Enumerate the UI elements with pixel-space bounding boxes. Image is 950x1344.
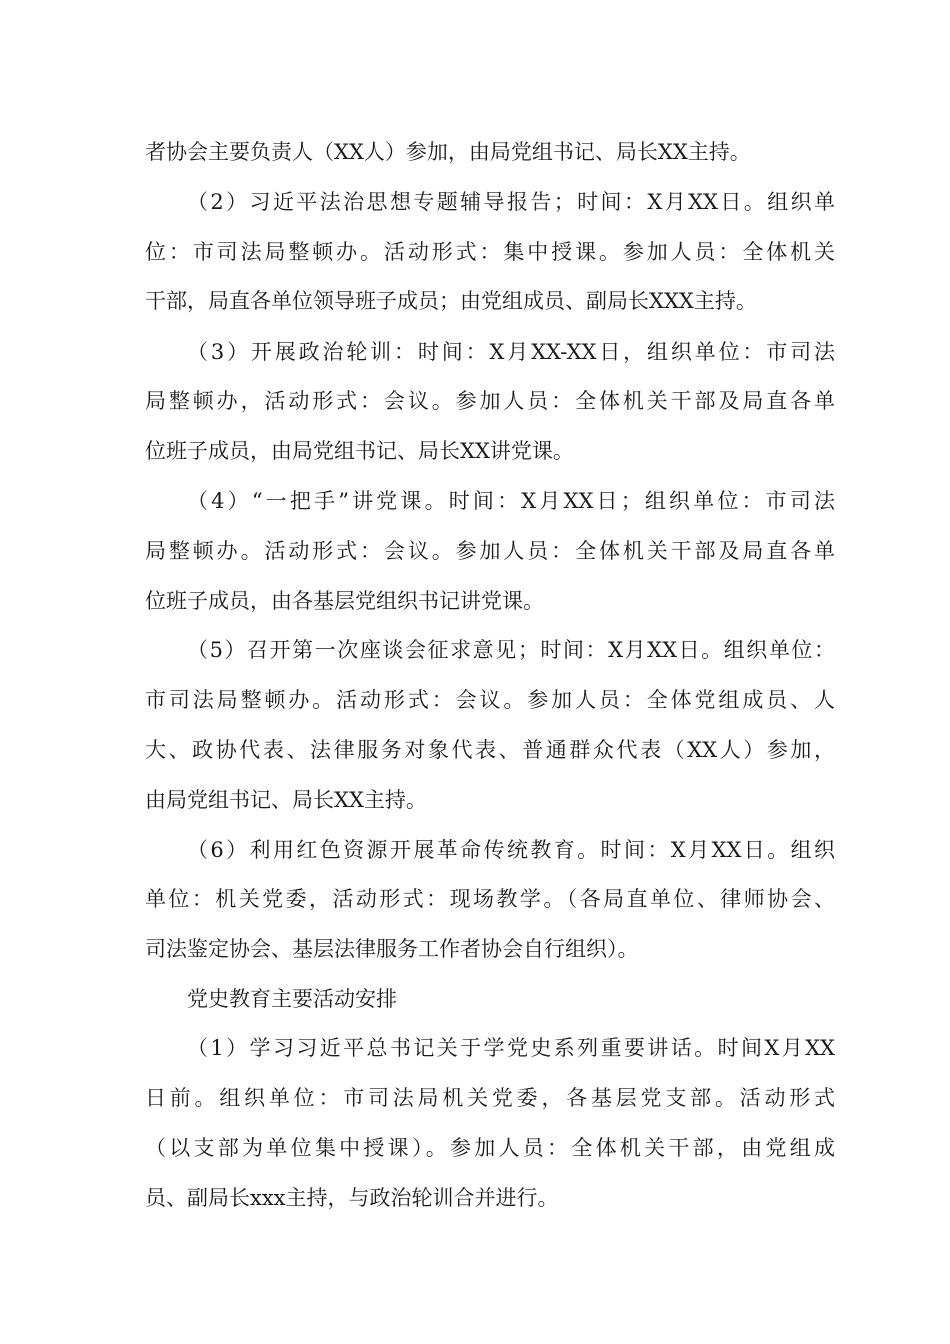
text-line: 者协会主要负责人（XX人）参加，由局党组书记、局长XX主持。: [145, 140, 751, 164]
text-line: 市司法局整顿办。活动形式：会议。参加人员：全体党组成员、人: [145, 688, 835, 712]
text-line: （3）开展政治轮训：时间：X月XX-XX日，组织单位：市司法: [187, 340, 835, 364]
text-line: （5）召开第一次座谈会征求意见；时间：X月XX日。组织单位：: [187, 638, 835, 662]
text-line: 位：市司法局整顿办。活动形式：集中授课。参加人员：全体机关: [145, 240, 835, 264]
text-line: 由局党组书记、局长XX主持。: [145, 788, 427, 812]
text-line: （以支部为单位集中授课）。参加人员：全体机关干部，由党组成: [145, 1136, 835, 1160]
text-line: 干部，局直各单位领导班子成员；由党组成员、副局长XXX主持。: [145, 289, 757, 313]
text-line: 局整顿办，活动形式：会议。参加人员：全体机关干部及局直各单: [145, 389, 835, 413]
text-line: （4）“一把手”讲党课。时间：X月XX日；组织单位：市司法: [187, 489, 835, 513]
text-line: 位班子成员，由局党组书记、局长XX讲党课。: [145, 439, 574, 463]
text-line: 大、政协代表、法律服务对象代表、普通群众代表（XX人）参加，: [145, 738, 835, 762]
text-line: （6）利用红色资源开展革命传统教育。时间：X月XX日。组织: [187, 838, 835, 862]
section-heading: 党史教育主要活动安排: [187, 987, 397, 1011]
text-line: 位班子成员，由各基层党组织书记讲党课。: [145, 589, 544, 613]
text-line: （2）习近平法治思想专题辅导报告；时间：X月XX日。组织单: [187, 190, 835, 214]
text-line: 单位：机关党委，活动形式：现场教学。（各局直单位、律师协会、: [145, 887, 835, 911]
text-line: 局整顿办。活动形式：会议。参加人员：全体机关干部及局直各单: [145, 539, 835, 563]
text-line: 日前。组织单位：市司法局机关党委，各基层党支部。活动形式: [145, 1086, 835, 1110]
text-line: （1）学习习近平总书记关于学党史系列重要讲话。时间X月XX: [187, 1036, 835, 1060]
text-line: 员、副局长xxx主持，与政治轮训合并进行。: [145, 1186, 559, 1210]
text-line: 司法鉴定协会、基层法律服务工作者协会自行组织）。: [145, 937, 639, 961]
